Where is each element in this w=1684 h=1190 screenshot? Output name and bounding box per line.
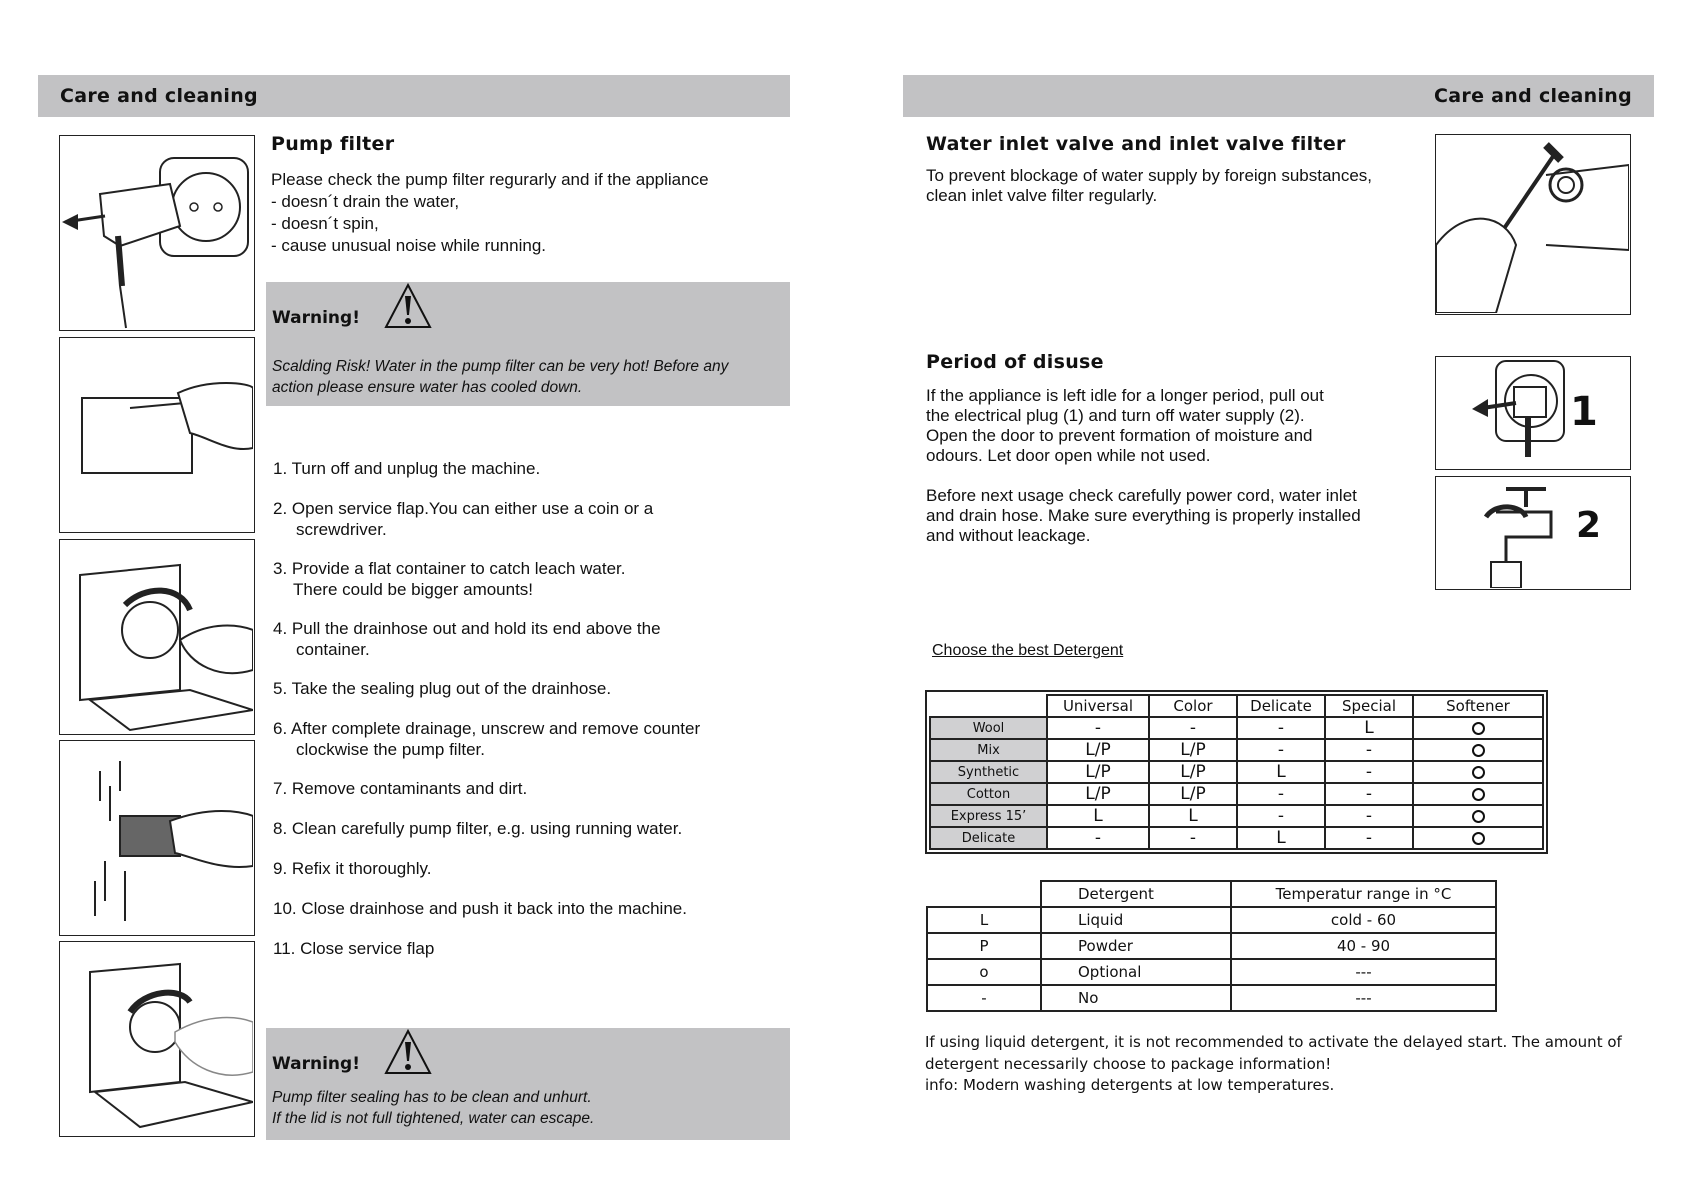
detergent-cell: L bbox=[1237, 827, 1325, 849]
warning-triangle-icon bbox=[383, 1028, 433, 1076]
detergent-cell bbox=[1413, 717, 1543, 739]
legend-name: Optional bbox=[1041, 959, 1231, 985]
figure-label-2: 2 bbox=[1576, 505, 1602, 546]
legend-name: Powder bbox=[1041, 933, 1231, 959]
detergent-cell: L/P bbox=[1047, 783, 1149, 805]
detergent-row bbox=[930, 739, 1543, 761]
detergent-cell: - bbox=[1237, 717, 1325, 739]
detergent-cell: - bbox=[1047, 717, 1149, 739]
legend-row bbox=[927, 907, 1496, 933]
legend-code: P bbox=[927, 933, 1041, 959]
warning-label: Warning! bbox=[272, 308, 360, 328]
legend-range: cold - 60 bbox=[1231, 907, 1496, 933]
col-header: Softener bbox=[1413, 695, 1543, 717]
detergent-cell: - bbox=[1237, 805, 1325, 827]
step-item: 7. Remove contaminants and dirt. bbox=[273, 779, 528, 798]
detergent-cell: - bbox=[1325, 783, 1413, 805]
detergent-cell: L/P bbox=[1047, 761, 1149, 783]
detergent-cell: L/P bbox=[1149, 761, 1237, 783]
disuse-paragraph-2: Before next usage check carefully power cord, water inlet and drain hose. Make sure everything is properly installed and without leackage. bbox=[926, 486, 1361, 545]
col-header: Special bbox=[1325, 695, 1413, 717]
optional-circle-icon bbox=[1472, 744, 1485, 757]
inlet-valve-text: To prevent blockage of water supply by foreign substances, clean inlet valve filter regularly. bbox=[926, 166, 1373, 205]
close-flap-illustration bbox=[59, 941, 255, 1137]
left-header-title: Care and cleaning bbox=[60, 85, 258, 107]
col-header: Color bbox=[1149, 695, 1237, 717]
period-of-disuse-title: Period of disuse bbox=[926, 351, 1104, 373]
warning-text: Pump filter sealing has to be clean and unhurt. If the lid is not full tightened, water can escape. bbox=[272, 1089, 595, 1127]
water-tap-illustration bbox=[1435, 476, 1631, 590]
step-item: 10. Close drainhose and push it back into the machine. bbox=[273, 899, 687, 918]
col-header: Delicate bbox=[1237, 695, 1325, 717]
detergent-cell: - bbox=[1149, 717, 1237, 739]
detergent-cell: - bbox=[1325, 739, 1413, 761]
legend-row bbox=[927, 985, 1496, 1011]
pump-filter-title: Pump filter bbox=[271, 133, 395, 155]
unplug-illustration bbox=[1435, 356, 1631, 470]
legend-code: o bbox=[927, 959, 1041, 985]
detergent-cell: L bbox=[1325, 717, 1413, 739]
legend-code: - bbox=[927, 985, 1041, 1011]
row-label: Express 15’ bbox=[930, 805, 1047, 827]
optional-circle-icon bbox=[1472, 810, 1485, 823]
detergent-cell bbox=[1413, 761, 1543, 783]
legend-name: Liquid bbox=[1041, 907, 1231, 933]
plug-illustration bbox=[59, 135, 255, 331]
detergent-cell: - bbox=[1325, 761, 1413, 783]
intro-line: Please check the pump filter regurarly and if the appliance bbox=[271, 170, 709, 189]
legend-table bbox=[926, 880, 1497, 1012]
detergent-row bbox=[930, 761, 1543, 783]
legend-col-header: Temperatur range in °C bbox=[1231, 881, 1496, 907]
optional-circle-icon bbox=[1472, 832, 1485, 845]
detergent-cell bbox=[1413, 805, 1543, 827]
row-label: Cotton bbox=[930, 783, 1047, 805]
detergent-cell: - bbox=[1325, 827, 1413, 849]
warning-triangle-icon bbox=[383, 282, 433, 330]
disuse-paragraph-1: If the appliance is left idle for a longer period, pull out the electrical plug (1) and turn off water supply (2). Open the door to prevent formation of moisture and odours. Let door open while not used. bbox=[926, 386, 1324, 465]
detergent-cell bbox=[1413, 783, 1543, 805]
legend-range: 40 - 90 bbox=[1231, 933, 1496, 959]
pump-filter-intro bbox=[271, 169, 709, 257]
row-label: Mix bbox=[930, 739, 1047, 761]
warning-label: Warning! bbox=[272, 1054, 360, 1074]
right-header-bar bbox=[903, 75, 1654, 117]
step-item: 4. Pull the drainhose out and hold its end above the container. bbox=[273, 619, 661, 659]
left-header-bar bbox=[38, 75, 790, 117]
legend-code: L bbox=[927, 907, 1041, 933]
detergent-grid bbox=[929, 694, 1544, 850]
detergent-row bbox=[930, 717, 1543, 739]
legend-row bbox=[927, 959, 1496, 985]
detergent-row bbox=[930, 827, 1543, 849]
step-item: 6. After complete drainage, unscrew and remove counter clockwise the pump filter. bbox=[273, 719, 701, 759]
detergent-cell: - bbox=[1237, 783, 1325, 805]
right-header-title: Care and cleaning bbox=[1434, 85, 1632, 107]
step-item: 8. Clean carefully pump filter, e.g. using running water. bbox=[273, 819, 683, 838]
detergent-cell: L bbox=[1047, 805, 1149, 827]
bullet-item: - doesn´t drain the water, bbox=[271, 192, 460, 211]
bullet-item: - cause unusual noise while running. bbox=[271, 236, 547, 255]
row-label: Delicate bbox=[930, 827, 1047, 849]
legend-range: --- bbox=[1231, 959, 1496, 985]
open-flap-illustration bbox=[59, 539, 255, 735]
detergent-cell: - bbox=[1237, 739, 1325, 761]
step-item: 3. Provide a flat container to catch leach water. There could be bigger amounts! bbox=[273, 559, 626, 599]
bullet-item: - doesn´t spin, bbox=[271, 214, 379, 233]
service-flap-illustration bbox=[59, 337, 255, 533]
detergent-cell: L/P bbox=[1149, 739, 1237, 761]
detergent-cell: - bbox=[1149, 827, 1237, 849]
detergent-cell: - bbox=[1047, 827, 1149, 849]
legend-range: --- bbox=[1231, 985, 1496, 1011]
detergent-row bbox=[930, 805, 1543, 827]
row-label: Synthetic bbox=[930, 761, 1047, 783]
detergent-cell bbox=[1413, 739, 1543, 761]
step-item: 5. Take the sealing plug out of the drainhose. bbox=[273, 679, 612, 698]
warning-box-sealing bbox=[266, 1028, 790, 1140]
detergent-cell: L bbox=[1237, 761, 1325, 783]
inlet-filter-illustration bbox=[1435, 134, 1631, 315]
inlet-valve-title: Water inlet valve and inlet valve filter bbox=[926, 133, 1346, 155]
legend-row bbox=[927, 933, 1496, 959]
step-item: 9. Refix it thoroughly. bbox=[273, 859, 432, 878]
detergent-row bbox=[930, 783, 1543, 805]
row-label: Wool bbox=[930, 717, 1047, 739]
optional-circle-icon bbox=[1472, 766, 1485, 779]
rinsing-filter-illustration bbox=[59, 740, 255, 936]
optional-circle-icon bbox=[1472, 722, 1485, 735]
legend-col-header: Detergent bbox=[1041, 881, 1231, 907]
optional-circle-icon bbox=[1472, 788, 1485, 801]
figure-label-1: 1 bbox=[1570, 389, 1598, 435]
step-item: 2. Open service flap.You can either use a coin or a screwdriver. bbox=[273, 499, 654, 539]
detergent-table bbox=[925, 690, 1548, 854]
detergent-cell: - bbox=[1325, 805, 1413, 827]
detergent-cell: L bbox=[1149, 805, 1237, 827]
detergent-cell: L/P bbox=[1149, 783, 1237, 805]
legend-name: No bbox=[1041, 985, 1231, 1011]
warning-text: Scalding Risk! Water in the pump filter can be very hot! Before any action please ensure water has cooled down. bbox=[272, 358, 729, 396]
detergent-cell bbox=[1413, 827, 1543, 849]
warning-box-scalding bbox=[266, 282, 790, 406]
detergent-heading: Choose the best Detergent bbox=[932, 642, 1124, 659]
step-item: 1. Turn off and unplug the machine. bbox=[273, 459, 541, 478]
col-header: Universal bbox=[1047, 695, 1149, 717]
detergent-cell: L/P bbox=[1047, 739, 1149, 761]
detergent-footer-note: If using liquid detergent, it is not recommended to activate the delayed start. The amount of detergent necessarily choose to package information! info: Modern washing detergents at low temperatures. bbox=[925, 1033, 1622, 1094]
step-item: 11. Close service flap bbox=[273, 939, 435, 958]
